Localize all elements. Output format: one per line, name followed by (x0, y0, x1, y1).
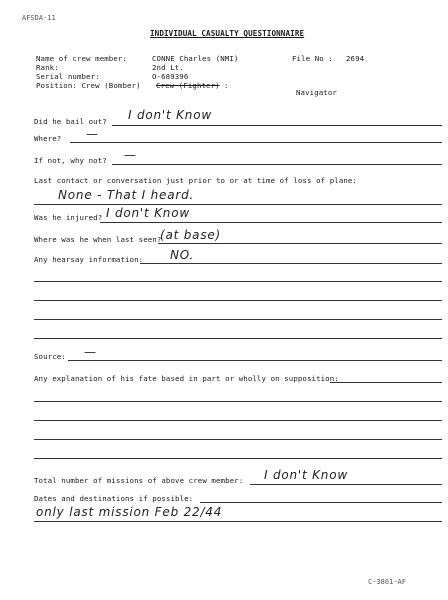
explanation-rule-0 (330, 382, 442, 383)
explanation-rule-3 (34, 439, 442, 440)
bail-out-answer: I don't Know (128, 108, 212, 122)
hearsay-label: Any hearsay information: (34, 255, 144, 264)
missions-rule (250, 484, 442, 485)
source-label: Source: (34, 352, 66, 361)
file-number-label: File No : (292, 54, 333, 63)
source-answer: — (84, 345, 97, 359)
blank-rule-2 (34, 300, 442, 301)
dates-label: Dates and destinations if possible: (34, 494, 194, 503)
file-number-value: 2694 (346, 54, 365, 63)
where-rule (70, 142, 442, 143)
where-last-seen-rule (158, 243, 442, 244)
position-colon: : (224, 81, 229, 90)
position-value: Navigator (296, 88, 337, 97)
if-not-rule (112, 164, 442, 165)
missions-label: Total number of missions of above crew member: (34, 476, 244, 485)
missions-answer: I don't Know (264, 468, 348, 482)
injured-rule (100, 222, 442, 223)
dates-answer: only last mission Feb 22/44 (36, 505, 223, 519)
last-contact-answer: None - That I heard. (58, 188, 195, 202)
blank-rule-1 (34, 281, 442, 282)
where-last-seen-label: Where was he when last seen? (34, 235, 162, 244)
blank-rule-4 (34, 338, 442, 339)
injured-answer: I don't Know (106, 206, 190, 220)
where-answer: — (86, 127, 99, 141)
rank-value: 2nd Lt. (152, 63, 184, 72)
dates-rule-1 (34, 521, 442, 522)
hearsay-rule (140, 263, 442, 264)
bail-out-label: Did he bail out? (34, 117, 107, 126)
rank-label: Rank: (36, 63, 59, 72)
source-rule (68, 360, 442, 361)
crew-name-value: CONNE Charles (NMI) (152, 54, 239, 63)
explanation-label: Any explanation of his fate based in part or wholly on supposition: (34, 374, 339, 383)
last-contact-label: Last contact or conversation just prior to or at time of loss of plane: (34, 176, 358, 185)
blank-rule-3 (34, 319, 442, 320)
if-not-answer: — (124, 148, 137, 162)
dates-rule-0 (200, 502, 442, 503)
hearsay-answer: NO. (170, 248, 195, 262)
page-title: INDIVIDUAL CASUALTY QUESTIONNAIRE (150, 29, 305, 38)
bail-out-rule (112, 125, 442, 126)
explanation-rule-4 (34, 458, 442, 459)
where-label: Where? (34, 134, 62, 143)
injured-label: Was he injured? (34, 213, 103, 222)
where-last-seen-answer: (at base) (160, 228, 222, 242)
corner-form-code: AFSDA-11 (22, 14, 56, 22)
last-contact-rule (34, 204, 442, 205)
explanation-rule-2 (34, 420, 442, 421)
serial-number-value: O-689396 (152, 72, 189, 81)
footer-form-code: C-3861-AF (368, 578, 406, 586)
position-label: Position: Crew (Bomber) (36, 81, 141, 90)
explanation-rule-1 (34, 401, 442, 402)
serial-number-label: Serial number: (36, 72, 100, 81)
crew-name-label: Name of crew member: (36, 54, 127, 63)
if-not-label: If not, why not? (34, 156, 107, 165)
position-struck-option: Crew (Fighter) (156, 81, 220, 90)
